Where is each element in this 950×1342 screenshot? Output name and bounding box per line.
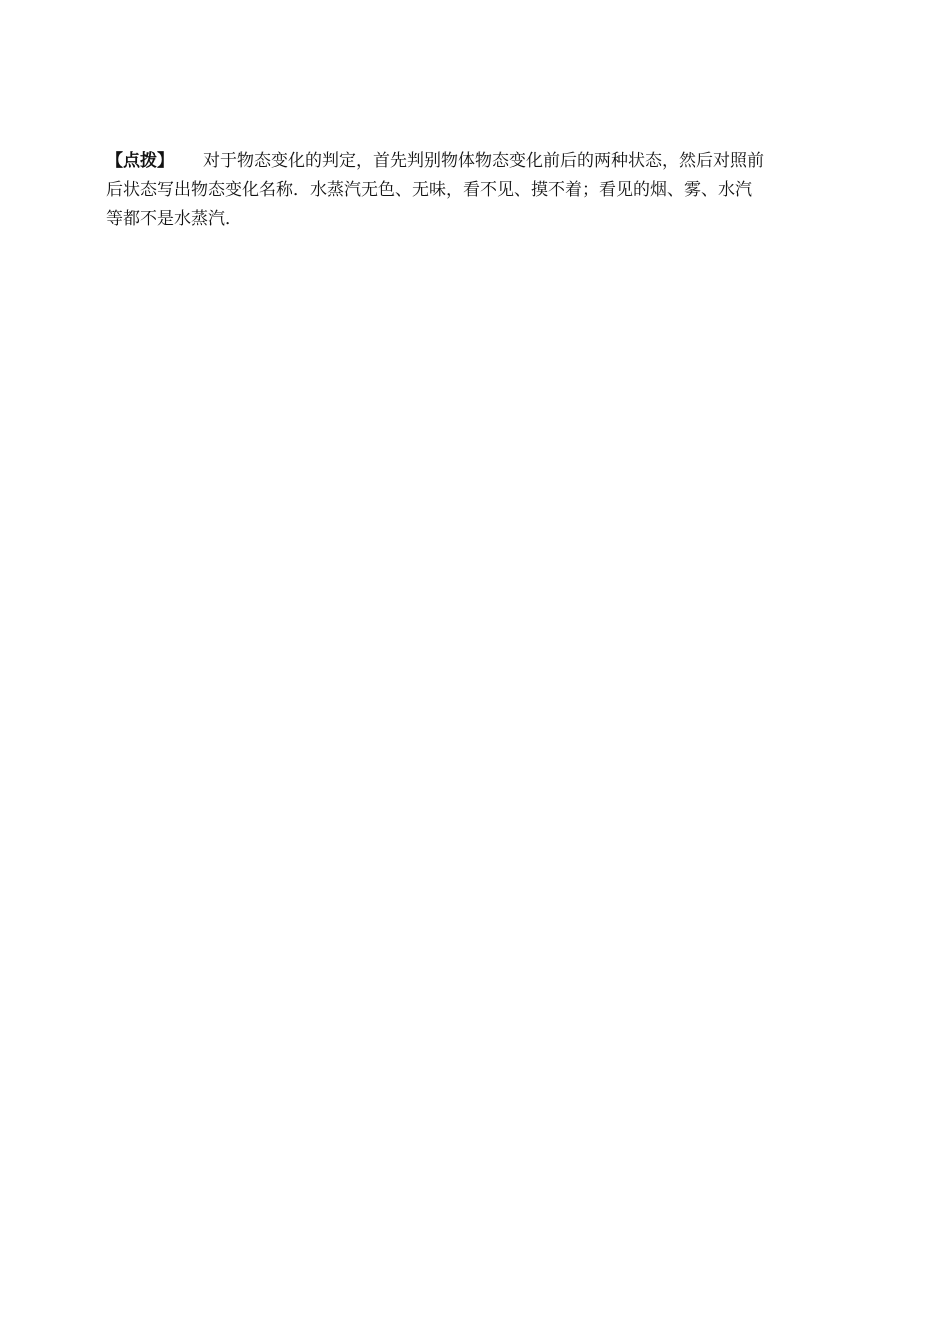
tip-text-line: 后状态写出物态变化名称．水蒸汽无色、无味，看不见、摸不着；看见的烟、雾、水汽 [106,180,752,200]
tip-text-line: 等都不是水蒸汽． [106,209,242,229]
tip-text-line: 对于物态变化的判定，首先判别物体物态变化前后的两种状态，然后对照前 [203,151,764,171]
tip-label: 【点拨】 [106,151,174,171]
